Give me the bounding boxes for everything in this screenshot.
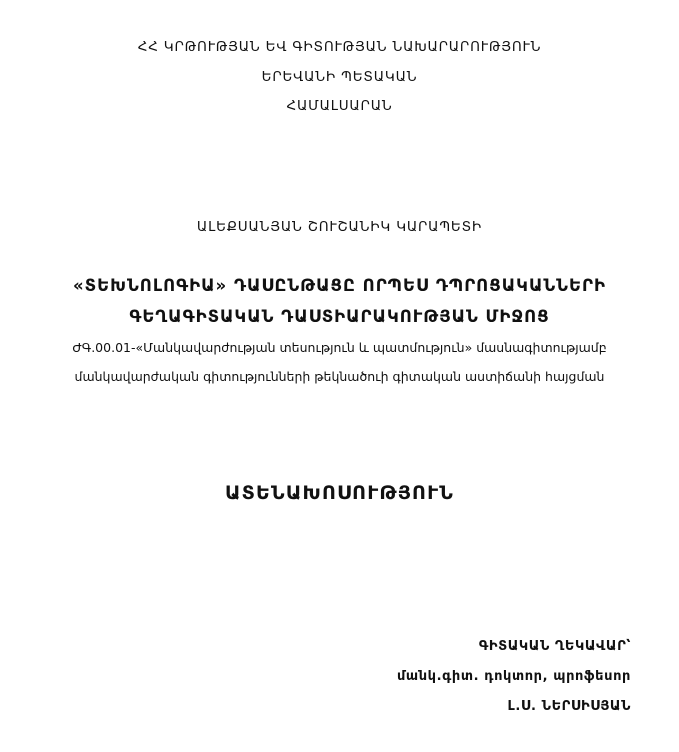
university-name-line1: ԵՐԵՎԱՆԻ ՊԵՏԱԿԱՆ <box>261 69 418 85</box>
ministry-name: ՀՀ ԿՐԹՈՒԹՅԱՆ ԵՎ ԳԻՏՈՒԹՅԱՆ ՆԱԽԱՐԱՐՈՒԹՅՈՒՆ <box>137 39 542 55</box>
specialty-line1: ԺԳ.00.01-«Մանկավարժության տեսություն և պատմություն» մասնագիտությամբ <box>72 340 607 355</box>
thesis-title-line2: ԳԵՂԱԳԻՏԱԿԱՆ ԴԱՍՏԻԱՐԱԿՈՒԹՅԱՆ ՄԻՋՈՑ <box>129 307 550 326</box>
thesis-title-line1: «ՏԵԽՆՈԼՈԳԻԱ» ԴԱՍԸՆԹԱՑԸ ՈՐՊԵՍ ԴՊՐՈՑԱԿԱՆՆԵՐԻ <box>73 276 606 295</box>
document-type: ԱՏԵՆԱԽՈՍՈՒԹՅՈՒՆ <box>224 482 455 504</box>
author-name: ԱԼԵՔՍԱՆՅԱՆ ՇՈՒՇԱՆԻԿ ԿԱՐԱՊԵՏԻ <box>196 219 483 235</box>
supervisor-heading: ԳԻՏԱԿԱՆ ՂԵԿԱՎԱՐ՝ <box>478 639 631 654</box>
specialty-line2: մանկավարժական գիտությունների թեկնածուի գիտական աստիճանի հայցման <box>74 369 605 384</box>
supervisor-name: Լ.Ս. ՆԵՐՍԻՍՅԱՆ <box>507 699 631 714</box>
supervisor-degree: մանկ.գիտ. դոկտոր, պրոֆեսոր <box>396 669 631 684</box>
university-name-line2: ՀԱՄԱԼՍԱՐԱՆ <box>286 98 393 114</box>
